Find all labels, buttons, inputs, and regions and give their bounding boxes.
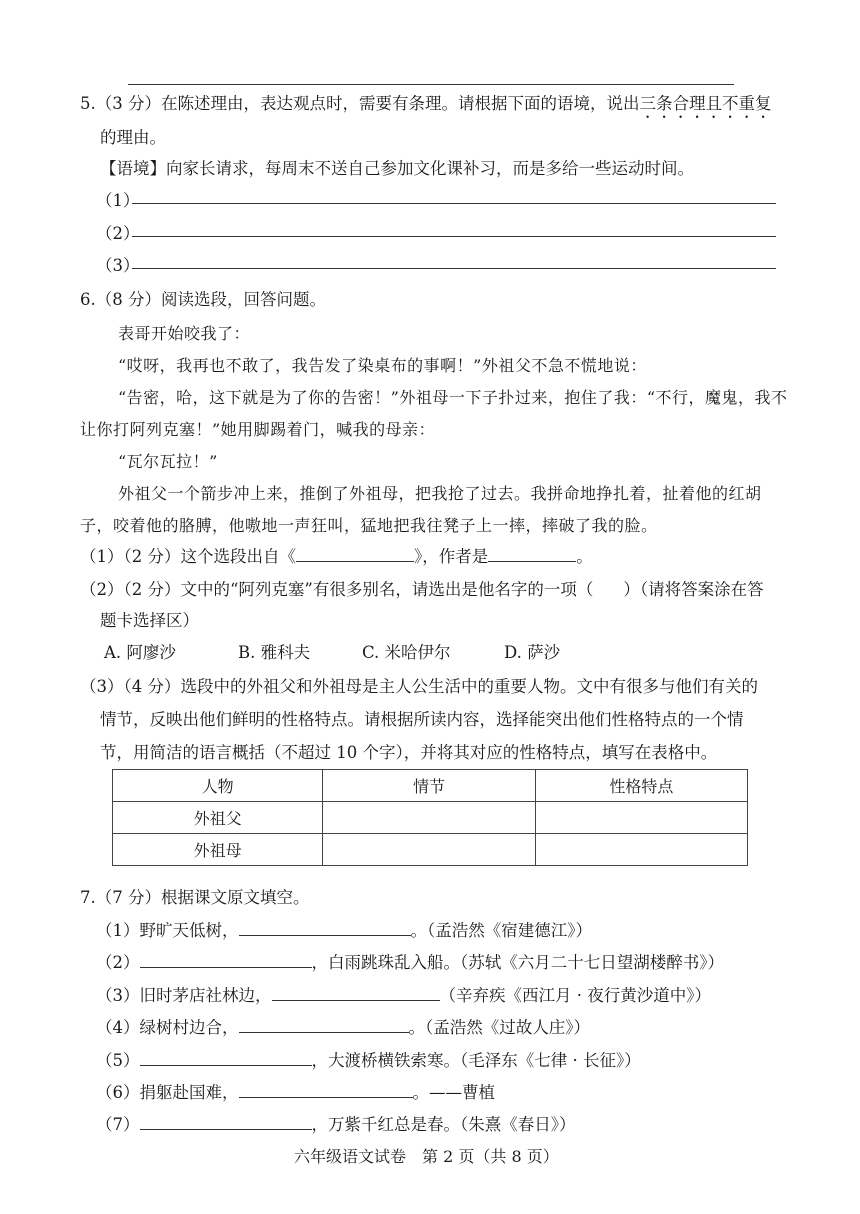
page-footer: 六年级语文试卷 第 2 页（共 8 页）: [294, 1147, 559, 1166]
q5-item-3: （3）: [96, 256, 140, 275]
q7-item-7: [96, 1111, 576, 1135]
q5-context: 【语境】向家长请求，每周末不送自己参加文化课补习，而是多给一些运动时间。: [100, 159, 694, 178]
q7-item-post: ，万紫千红总是春。（朱熹《春日》）: [311, 1115, 576, 1134]
passage-line-5: “瓦尔瓦拉！”: [118, 452, 218, 471]
table-header: 情节: [323, 770, 535, 802]
q7-item-pre: （5）: [96, 1051, 140, 1070]
q7-item-4: [96, 1014, 590, 1038]
q7-item-pre: （7）: [96, 1115, 140, 1134]
q7-item-post: 。（孟浩然《宿建德江》）: [410, 921, 592, 940]
option-a[interactable]: A. 阿廖沙: [104, 643, 176, 662]
q5-line2: 的理由。: [100, 128, 166, 147]
book-title-blank[interactable]: [296, 545, 414, 562]
table-cell-input[interactable]: [323, 834, 535, 866]
q6-sub2-text-a: （2）（2 分）文中的“阿列克塞”有很多别名，请选出是他名字的一项（: [80, 580, 594, 599]
fill-blank[interactable]: [239, 1016, 409, 1033]
answer-line-1[interactable]: [132, 203, 776, 204]
table-cell: 外祖母: [113, 834, 323, 866]
answer-line-3[interactable]: [132, 268, 776, 269]
fill-blank[interactable]: [140, 951, 312, 968]
q6-sub2-text-b: ）（请将答案涂在答: [623, 580, 764, 599]
q7-title: 7.（7 分）根据课文原文填空。: [80, 888, 310, 907]
answer-line-2[interactable]: [132, 236, 776, 237]
passage-line-3: “告密，哈，这下就是为了你的告密！”外祖母一下子扑过来，抱住了我：“不行，魔鬼，我不: [118, 388, 788, 407]
passage-line-6: 外祖父一个箭步冲上来，推倒了外祖母，把我抢了过去。我拼命地挣扎着，扯着他的红胡: [118, 484, 762, 503]
q7-item-post: 。——曹植: [412, 1083, 495, 1102]
table-header: 性格特点: [535, 770, 747, 802]
table-cell: 外祖父: [113, 802, 323, 834]
passage-line-4: 让你打阿列克塞！”她用脚踢着门，喊我的母亲：: [80, 420, 436, 439]
top-rule: [128, 84, 734, 85]
q7-item-pre: （4）绿树村边合，: [96, 1018, 239, 1037]
fill-blank[interactable]: [272, 984, 440, 1001]
q7-item-1: [96, 917, 592, 941]
table-header-row: [113, 770, 748, 802]
q7-item-post: （辛弃疾《西江月 · 夜行黄沙道中》）: [439, 986, 711, 1005]
q7-item-pre: （1）野旷天低树，: [96, 921, 239, 940]
q6-sub1-text-b: 》，作者是: [414, 547, 489, 566]
q7-item-post: 。（孟浩然《过故人庄》）: [408, 1018, 590, 1037]
q6-sub1-text-a: （1）（2 分）这个选段出自《: [80, 547, 296, 566]
q7-item-pre: （3）旧时茅店社林边，: [96, 986, 272, 1005]
q7-item-pre: （6）捐躯赴国难，: [96, 1083, 239, 1102]
passage-line-2: “哎呀，我再也不敢了，我告发了染桌布的事啊！”外祖父不急不慌地说：: [118, 356, 647, 375]
option-d[interactable]: D. 萨沙: [504, 643, 561, 662]
q6-sub3-line1: （3）（4 分）选段中的外祖父和外祖母是主人公生活中的重要人物。文中有很多与他们有关的: [80, 677, 758, 696]
q5-prompt: 5.（3 分）在陈述理由，表达观点时，需要有条理。请根据下面的语境，说出: [80, 94, 640, 113]
fill-blank[interactable]: [239, 919, 411, 936]
q6-sub3-line2: 情节，反映出他们鲜明的性格特点。请根据所读内容，选择能突出他们性格特点的一个情: [100, 710, 744, 729]
author-blank[interactable]: [488, 545, 576, 562]
q7-item-6: [96, 1079, 495, 1103]
fill-blank[interactable]: [140, 1049, 312, 1066]
option-b[interactable]: B. 雅科夫: [238, 643, 311, 662]
character-table: [112, 769, 748, 866]
table-row: [113, 834, 748, 866]
option-c[interactable]: C. 米哈伊尔: [362, 643, 451, 662]
q6-sub2-line2: 题卡选择区）: [100, 611, 199, 630]
q7-item-3: [96, 982, 711, 1006]
q7-item-post: ，白雨跳珠乱入船。（苏轼《六月二十七日望湖楼醉书》）: [311, 953, 724, 972]
q6-sub2: [80, 576, 764, 600]
table-cell-input[interactable]: [535, 802, 747, 834]
q7-item-2: [96, 949, 724, 973]
fill-blank[interactable]: [140, 1113, 312, 1130]
q5-emphasis: 三条合理且不重复: [639, 94, 772, 113]
q5-line1: [80, 90, 772, 122]
q5-item-2: （2）: [96, 224, 140, 243]
fill-blank[interactable]: [239, 1081, 413, 1098]
passage-line-1: 表哥开始咬我了：: [118, 324, 251, 343]
q6-sub1-text-c: 。: [576, 547, 593, 566]
q7-item-pre: （2）: [96, 953, 140, 972]
table-cell-input[interactable]: [535, 834, 747, 866]
q5-item-1: （1）: [96, 191, 140, 210]
q7-item-post: ，大渡桥横铁索寒。（毛泽东《七律 · 长征》）: [311, 1051, 641, 1070]
q7-item-5: [96, 1047, 641, 1071]
table-row: [113, 802, 748, 834]
q6-sub3-line3: 节，用简洁的语言概括（不超过 10 个字），并将其对应的性格特点，填写在表格中。: [100, 743, 718, 762]
passage-line-7: 子，咬着他的胳膊，他嗷地一声狂叫，猛地把我往凳子上一摔，摔破了我的脸。: [80, 516, 658, 535]
q6-title: 6.（8 分）阅读选段，回答问题。: [80, 290, 326, 309]
table-header: 人物: [113, 770, 323, 802]
q6-sub1: [80, 543, 593, 567]
table-cell-input[interactable]: [323, 802, 535, 834]
